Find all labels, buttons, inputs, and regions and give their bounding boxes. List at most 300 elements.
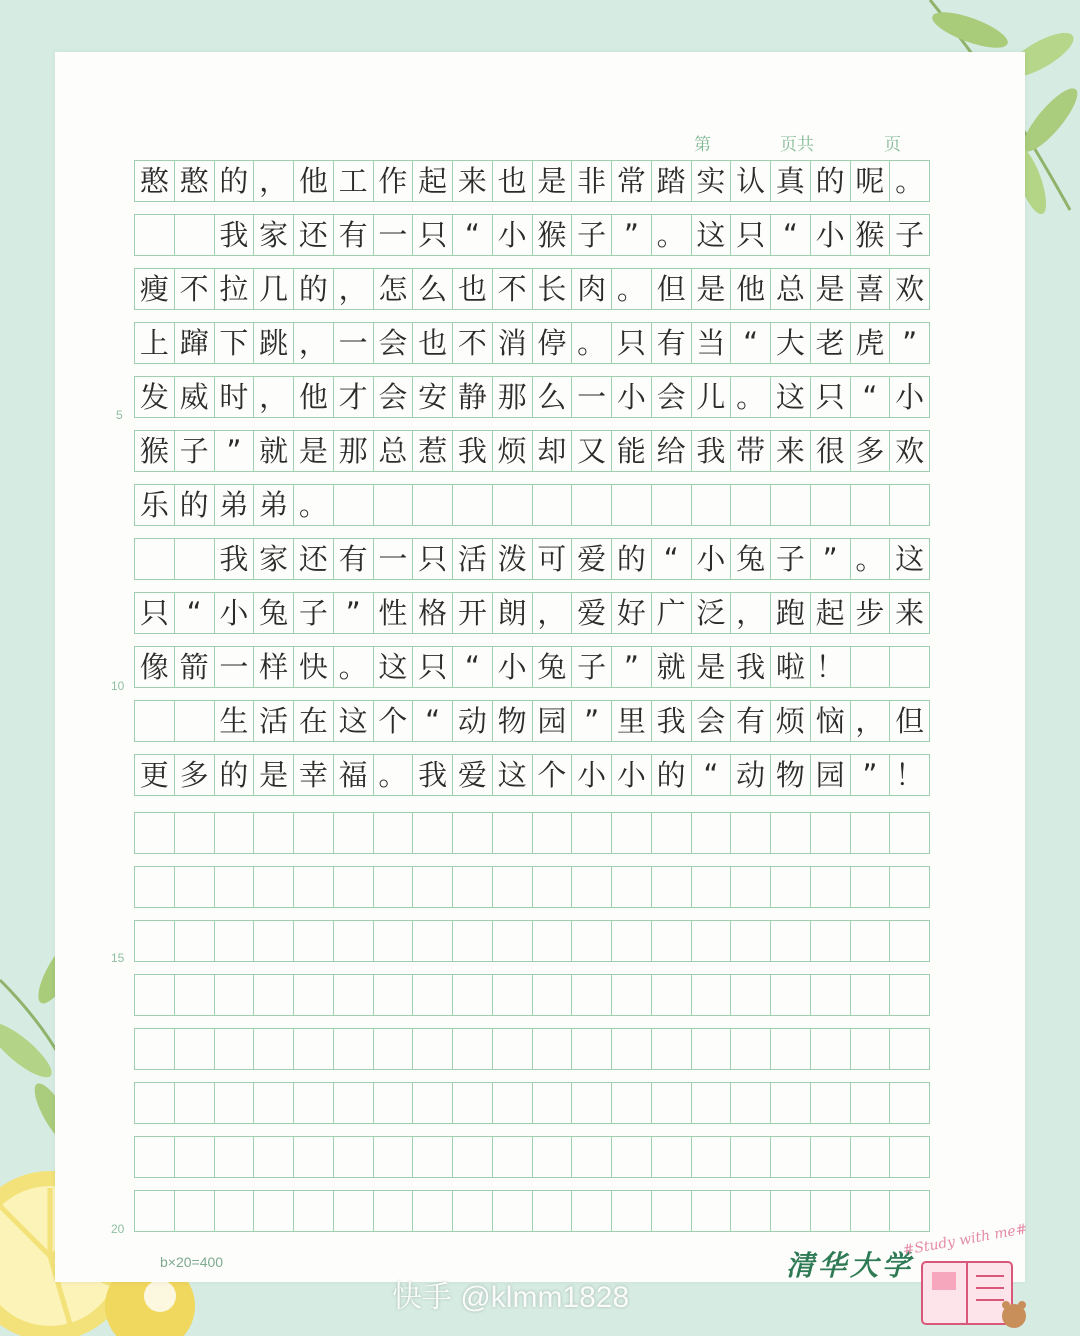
grid-cell (334, 1137, 374, 1177)
grid-cell: “ (453, 215, 493, 255)
header-label-di: 第 (694, 135, 711, 155)
grid-cell (771, 867, 811, 907)
grid-cell: 我 (215, 215, 255, 255)
grid-cell: 的 (215, 161, 255, 201)
grid-cell (453, 975, 493, 1015)
grid-cell (811, 813, 851, 853)
grid-cell: 好 (612, 593, 652, 633)
grid-cell (811, 975, 851, 1015)
grid-cell (294, 1029, 334, 1069)
grid-cell (374, 1083, 414, 1123)
grid-cell (135, 215, 175, 255)
grid-cell: “ (851, 377, 891, 417)
grid-cell (135, 701, 175, 741)
grid-cell: 实 (692, 161, 732, 201)
grid-cell: 是 (692, 647, 732, 687)
grid-cell (215, 1029, 255, 1069)
grid-row (134, 1082, 930, 1124)
grid-cell (254, 1191, 294, 1231)
grid-cell: ！ (890, 755, 930, 795)
grid-cell: 物 (771, 755, 811, 795)
grid-cell (334, 921, 374, 961)
grid-cell (533, 975, 573, 1015)
grid-cell: 给 (652, 431, 692, 471)
grid-cell (612, 1083, 652, 1123)
grid-cell (851, 485, 891, 525)
grid-cell (890, 867, 930, 907)
grid-cell: 瘦 (135, 269, 175, 309)
grid-cell (811, 1137, 851, 1177)
grid-row (134, 920, 930, 962)
grid-cell (294, 975, 334, 1015)
grid-cell: ” (612, 215, 652, 255)
grid-cell: 几 (254, 269, 294, 309)
grid-cell: 有 (334, 539, 374, 579)
grid-cell: 不 (453, 323, 493, 363)
grid-cell: 只 (413, 647, 453, 687)
grid-cell (851, 1083, 891, 1123)
grid-cell (215, 1137, 255, 1177)
grid-cell: 那 (334, 431, 374, 471)
grid-cell: 带 (731, 431, 771, 471)
grid-row (134, 484, 930, 526)
kuaishou-watermark: 快手 @klmm1828 (392, 1281, 630, 1314)
brand-logo: 清华大学 (786, 1249, 915, 1282)
grid-cell: 能 (612, 431, 652, 471)
grid-cell: 当 (692, 323, 732, 363)
grid-cell (254, 975, 294, 1015)
grid-cell: 我 (692, 431, 732, 471)
grid-row (134, 538, 930, 580)
grid-cell: 只 (413, 215, 453, 255)
grid-cell: 猴 (533, 215, 573, 255)
grid-cell (652, 921, 692, 961)
grid-row (134, 376, 930, 418)
grid-cell (731, 1083, 771, 1123)
grid-cell: “ (731, 323, 771, 363)
grid-cell (413, 813, 453, 853)
grid-cell (731, 485, 771, 525)
grid-cell: 家 (254, 539, 294, 579)
grid-cell: ， (294, 323, 334, 363)
grid-cell: 又 (572, 431, 612, 471)
grid-cell: 也 (493, 161, 533, 201)
grid-cell (453, 1191, 493, 1231)
grid-cell: 时 (215, 377, 255, 417)
grid-cell: 子 (572, 215, 612, 255)
grid-cell (771, 975, 811, 1015)
grid-cell (771, 1083, 811, 1123)
grid-cell: 我 (731, 647, 771, 687)
grid-cell: 开 (453, 593, 493, 633)
grid-cell (493, 1029, 533, 1069)
grid-cell (254, 867, 294, 907)
grid-cell: ” (215, 431, 255, 471)
grid-cell (334, 975, 374, 1015)
grid-row (134, 214, 930, 256)
grid-cell: 。 (334, 647, 374, 687)
grid-cell (334, 485, 374, 525)
grid-cell (215, 921, 255, 961)
grid-cell (731, 813, 771, 853)
grid-cell: 跑 (771, 593, 811, 633)
grid-row (134, 754, 930, 796)
grid-cell (811, 1083, 851, 1123)
grid-cell (413, 1191, 453, 1231)
writing-grid (134, 160, 930, 1240)
grid-cell: 他 (294, 161, 334, 201)
grid-cell (175, 1083, 215, 1123)
grid-cell (851, 647, 891, 687)
grid-cell: 猴 (135, 431, 175, 471)
grid-cell (811, 867, 851, 907)
grid-cell: 猴 (851, 215, 891, 255)
grid-cell (731, 867, 771, 907)
grid-row (134, 1028, 930, 1070)
grid-cell (533, 921, 573, 961)
grid-cell (652, 1137, 692, 1177)
grid-cell (413, 1083, 453, 1123)
grid-cell (175, 921, 215, 961)
grid-cell: 会 (652, 377, 692, 417)
grid-cell: 也 (453, 269, 493, 309)
grid-cell: 箭 (175, 647, 215, 687)
grid-cell: 小 (493, 215, 533, 255)
grid-cell (771, 485, 811, 525)
grid-cell: 这 (374, 647, 414, 687)
grid-cell: 小 (811, 215, 851, 255)
grid-cell (890, 1083, 930, 1123)
grid-cell: 只 (811, 377, 851, 417)
grid-cell (294, 1137, 334, 1177)
grid-cell (135, 539, 175, 579)
grid-cell: 总 (771, 269, 811, 309)
grid-cell (453, 1083, 493, 1123)
grid-cell (175, 1191, 215, 1231)
grid-cell (175, 975, 215, 1015)
grid-cell: 他 (731, 269, 771, 309)
grid-cell (334, 867, 374, 907)
grid-cell: 发 (135, 377, 175, 417)
grid-cell: 生 (215, 701, 255, 741)
grid-cell: 的 (652, 755, 692, 795)
grid-cell: 喜 (851, 269, 891, 309)
grid-cell: 里 (612, 701, 652, 741)
grid-cell (254, 813, 294, 853)
grid-cell: ” (890, 323, 930, 363)
grid-cell: 朗 (493, 593, 533, 633)
grid-cell (851, 1029, 891, 1069)
grid-cell: 幸 (294, 755, 334, 795)
grid-cell (533, 1137, 573, 1177)
grid-cell: 小 (572, 755, 612, 795)
grid-cell: ， (851, 701, 891, 741)
grid-cell (572, 1083, 612, 1123)
grid-cell (374, 867, 414, 907)
grid-cell: 只 (612, 323, 652, 363)
grid-cell (533, 485, 573, 525)
grid-cell: 小 (215, 593, 255, 633)
grid-cell (851, 975, 891, 1015)
grid-cell (851, 921, 891, 961)
grid-cell: 我 (215, 539, 255, 579)
grid-cell (334, 813, 374, 853)
grid-cell: 消 (493, 323, 533, 363)
grid-row (134, 812, 930, 854)
grid-cell: 爱 (453, 755, 493, 795)
line-number: 5 (116, 408, 123, 422)
grid-cell (572, 1191, 612, 1231)
grid-cell: 小 (692, 539, 732, 579)
grid-cell: 欢 (890, 431, 930, 471)
grid-cell: 家 (254, 215, 294, 255)
grid-cell (692, 485, 732, 525)
grid-cell: 我 (413, 755, 453, 795)
grid-row (134, 430, 930, 472)
grid-cell: 很 (811, 431, 851, 471)
grid-cell (771, 1137, 811, 1177)
grid-cell: 这 (771, 377, 811, 417)
grid-cell (493, 813, 533, 853)
grid-cell: 性 (374, 593, 414, 633)
grid-cell: 是 (254, 755, 294, 795)
grid-cell (254, 1029, 294, 1069)
grid-cell (572, 1137, 612, 1177)
grid-cell: 还 (294, 215, 334, 255)
grid-cell (890, 1029, 930, 1069)
grid-cell: 。 (851, 539, 891, 579)
grid-cell: 安 (413, 377, 453, 417)
grid-cell: 我 (453, 431, 493, 471)
grid-cell (731, 1029, 771, 1069)
header-label-ye-gong: 页共 (780, 135, 814, 155)
grid-row (134, 268, 930, 310)
grid-cell (493, 1083, 533, 1123)
grid-cell: 烦 (771, 701, 811, 741)
grid-cell: 的 (175, 485, 215, 525)
grid-cell: 更 (135, 755, 175, 795)
grid-cell: 下 (215, 323, 255, 363)
grid-cell: 会 (374, 323, 414, 363)
grid-cell: 小 (612, 377, 652, 417)
grid-cell: 动 (453, 701, 493, 741)
grid-cell: ， (254, 161, 294, 201)
grid-cell: “ (652, 539, 692, 579)
grid-cell (175, 215, 215, 255)
grid-cell (254, 1137, 294, 1177)
grid-cell (374, 485, 414, 525)
grid-row (134, 592, 930, 634)
grid-cell (215, 1191, 255, 1231)
grid-cell (692, 975, 732, 1015)
grid-cell (851, 1137, 891, 1177)
grid-cell (334, 1029, 374, 1069)
grid-cell (692, 1137, 732, 1177)
grid-row (134, 646, 930, 688)
grid-cell (692, 867, 732, 907)
grid-cell: 爱 (572, 539, 612, 579)
grid-cell: 也 (413, 323, 453, 363)
grid-cell (612, 975, 652, 1015)
grid-cell (493, 485, 533, 525)
grid-cell: 肉 (572, 269, 612, 309)
grid-row (134, 1136, 930, 1178)
grid-cell: 像 (135, 647, 175, 687)
grid-cell (374, 921, 414, 961)
grid-cell: 欢 (890, 269, 930, 309)
grid-cell (175, 867, 215, 907)
grid-cell (294, 1191, 334, 1231)
grid-cell (215, 867, 255, 907)
grid-cell: 可 (533, 539, 573, 579)
grid-cell (692, 1029, 732, 1069)
grid-cell: 是 (533, 161, 573, 201)
grid-cell (572, 921, 612, 961)
grid-cell: 静 (453, 377, 493, 417)
grid-cell: ， (533, 593, 573, 633)
grid-cell: 憨 (135, 161, 175, 201)
grid-cell (175, 1029, 215, 1069)
grid-cell: 烦 (493, 431, 533, 471)
grid-cell: 怎 (374, 269, 414, 309)
grid-cell: 蹿 (175, 323, 215, 363)
grid-cell (135, 1029, 175, 1069)
grid-cell (334, 1083, 374, 1123)
grid-cell: 园 (811, 755, 851, 795)
grid-cell (890, 1191, 930, 1231)
grid-cell (652, 1083, 692, 1123)
grid-row (134, 322, 930, 364)
grid-cell (533, 867, 573, 907)
grid-cell (890, 485, 930, 525)
grid-cell (135, 921, 175, 961)
grid-cell: 来 (890, 593, 930, 633)
grid-cell (493, 1137, 533, 1177)
grid-cell: 福 (334, 755, 374, 795)
grid-cell: 总 (374, 431, 414, 471)
grid-cell: 是 (811, 269, 851, 309)
grid-cell: 停 (533, 323, 573, 363)
grid-cell: 啦 (771, 647, 811, 687)
grid-spec-note: b×20=400 (160, 1254, 224, 1270)
grid-cell (175, 539, 215, 579)
notebook-sticker (918, 1254, 1028, 1334)
grid-cell: 来 (771, 431, 811, 471)
grid-cell (890, 647, 930, 687)
grid-cell: 只 (135, 593, 175, 633)
grid-cell: 子 (572, 647, 612, 687)
grid-cell (811, 485, 851, 525)
grid-cell (294, 921, 334, 961)
grid-cell: 活 (254, 701, 294, 741)
grid-cell: ， (254, 377, 294, 417)
grid-cell (771, 921, 811, 961)
grid-cell (413, 975, 453, 1015)
line-number: 15 (111, 951, 125, 965)
grid-cell: 。 (731, 377, 771, 417)
grid-cell (294, 867, 334, 907)
grid-cell: 拉 (215, 269, 255, 309)
grid-cell (572, 975, 612, 1015)
grid-cell (612, 813, 652, 853)
grid-cell: 那 (493, 377, 533, 417)
grid-cell: 这 (493, 755, 533, 795)
grid-cell: 泛 (692, 593, 732, 633)
grid-cell: 才 (334, 377, 374, 417)
grid-cell (731, 1191, 771, 1231)
grid-cell: 有 (334, 215, 374, 255)
grid-cell: 他 (294, 377, 334, 417)
grid-cell: 。 (612, 269, 652, 309)
grid-cell: 有 (652, 323, 692, 363)
grid-cell: 园 (533, 701, 573, 741)
grid-cell: 兔 (254, 593, 294, 633)
grid-cell (851, 813, 891, 853)
grid-cell: 广 (652, 593, 692, 633)
grid-cell (811, 921, 851, 961)
grid-cell (890, 1137, 930, 1177)
grid-cell: 乐 (135, 485, 175, 525)
grid-cell: “ (692, 755, 732, 795)
header-label-ye: 页 (884, 135, 901, 155)
grid-cell: 。 (374, 755, 414, 795)
grid-cell (413, 485, 453, 525)
grid-cell (374, 813, 414, 853)
grid-cell (294, 1083, 334, 1123)
grid-cell: 泼 (493, 539, 533, 579)
grid-cell (135, 867, 175, 907)
grid-cell (652, 485, 692, 525)
grid-cell: 。 (890, 161, 930, 201)
grid-cell (453, 1137, 493, 1177)
grid-cell: 弟 (215, 485, 255, 525)
grid-cell (493, 921, 533, 961)
grid-cell: 么 (413, 269, 453, 309)
grid-cell (572, 1029, 612, 1069)
grid-cell: 就 (652, 647, 692, 687)
grid-cell (771, 813, 811, 853)
grid-cell (612, 485, 652, 525)
grid-cell: ” (334, 593, 374, 633)
grid-cell (731, 1137, 771, 1177)
grid-cell: 多 (175, 755, 215, 795)
grid-cell: 起 (811, 593, 851, 633)
grid-cell: 长 (533, 269, 573, 309)
grid-cell: 小 (890, 377, 930, 417)
grid-cell: “ (771, 215, 811, 255)
grid-cell: 样 (254, 647, 294, 687)
grid-cell (771, 1191, 811, 1231)
grid-cell: 不 (493, 269, 533, 309)
grid-cell (413, 867, 453, 907)
grid-cell: “ (453, 647, 493, 687)
grid-cell: 快 (294, 647, 334, 687)
grid-cell (374, 1029, 414, 1069)
grid-cell: “ (413, 701, 453, 741)
grid-cell: 真 (771, 161, 811, 201)
grid-cell: 有 (731, 701, 771, 741)
grid-cell: 在 (294, 701, 334, 741)
grid-cell (890, 975, 930, 1015)
grid-cell (493, 867, 533, 907)
grid-cell: 。 (652, 215, 692, 255)
grid-cell (533, 813, 573, 853)
grid-cell (612, 1029, 652, 1069)
grid-cell: ” (851, 755, 891, 795)
grid-cell: 会 (692, 701, 732, 741)
grid-cell: 一 (334, 323, 374, 363)
grid-cell (215, 813, 255, 853)
